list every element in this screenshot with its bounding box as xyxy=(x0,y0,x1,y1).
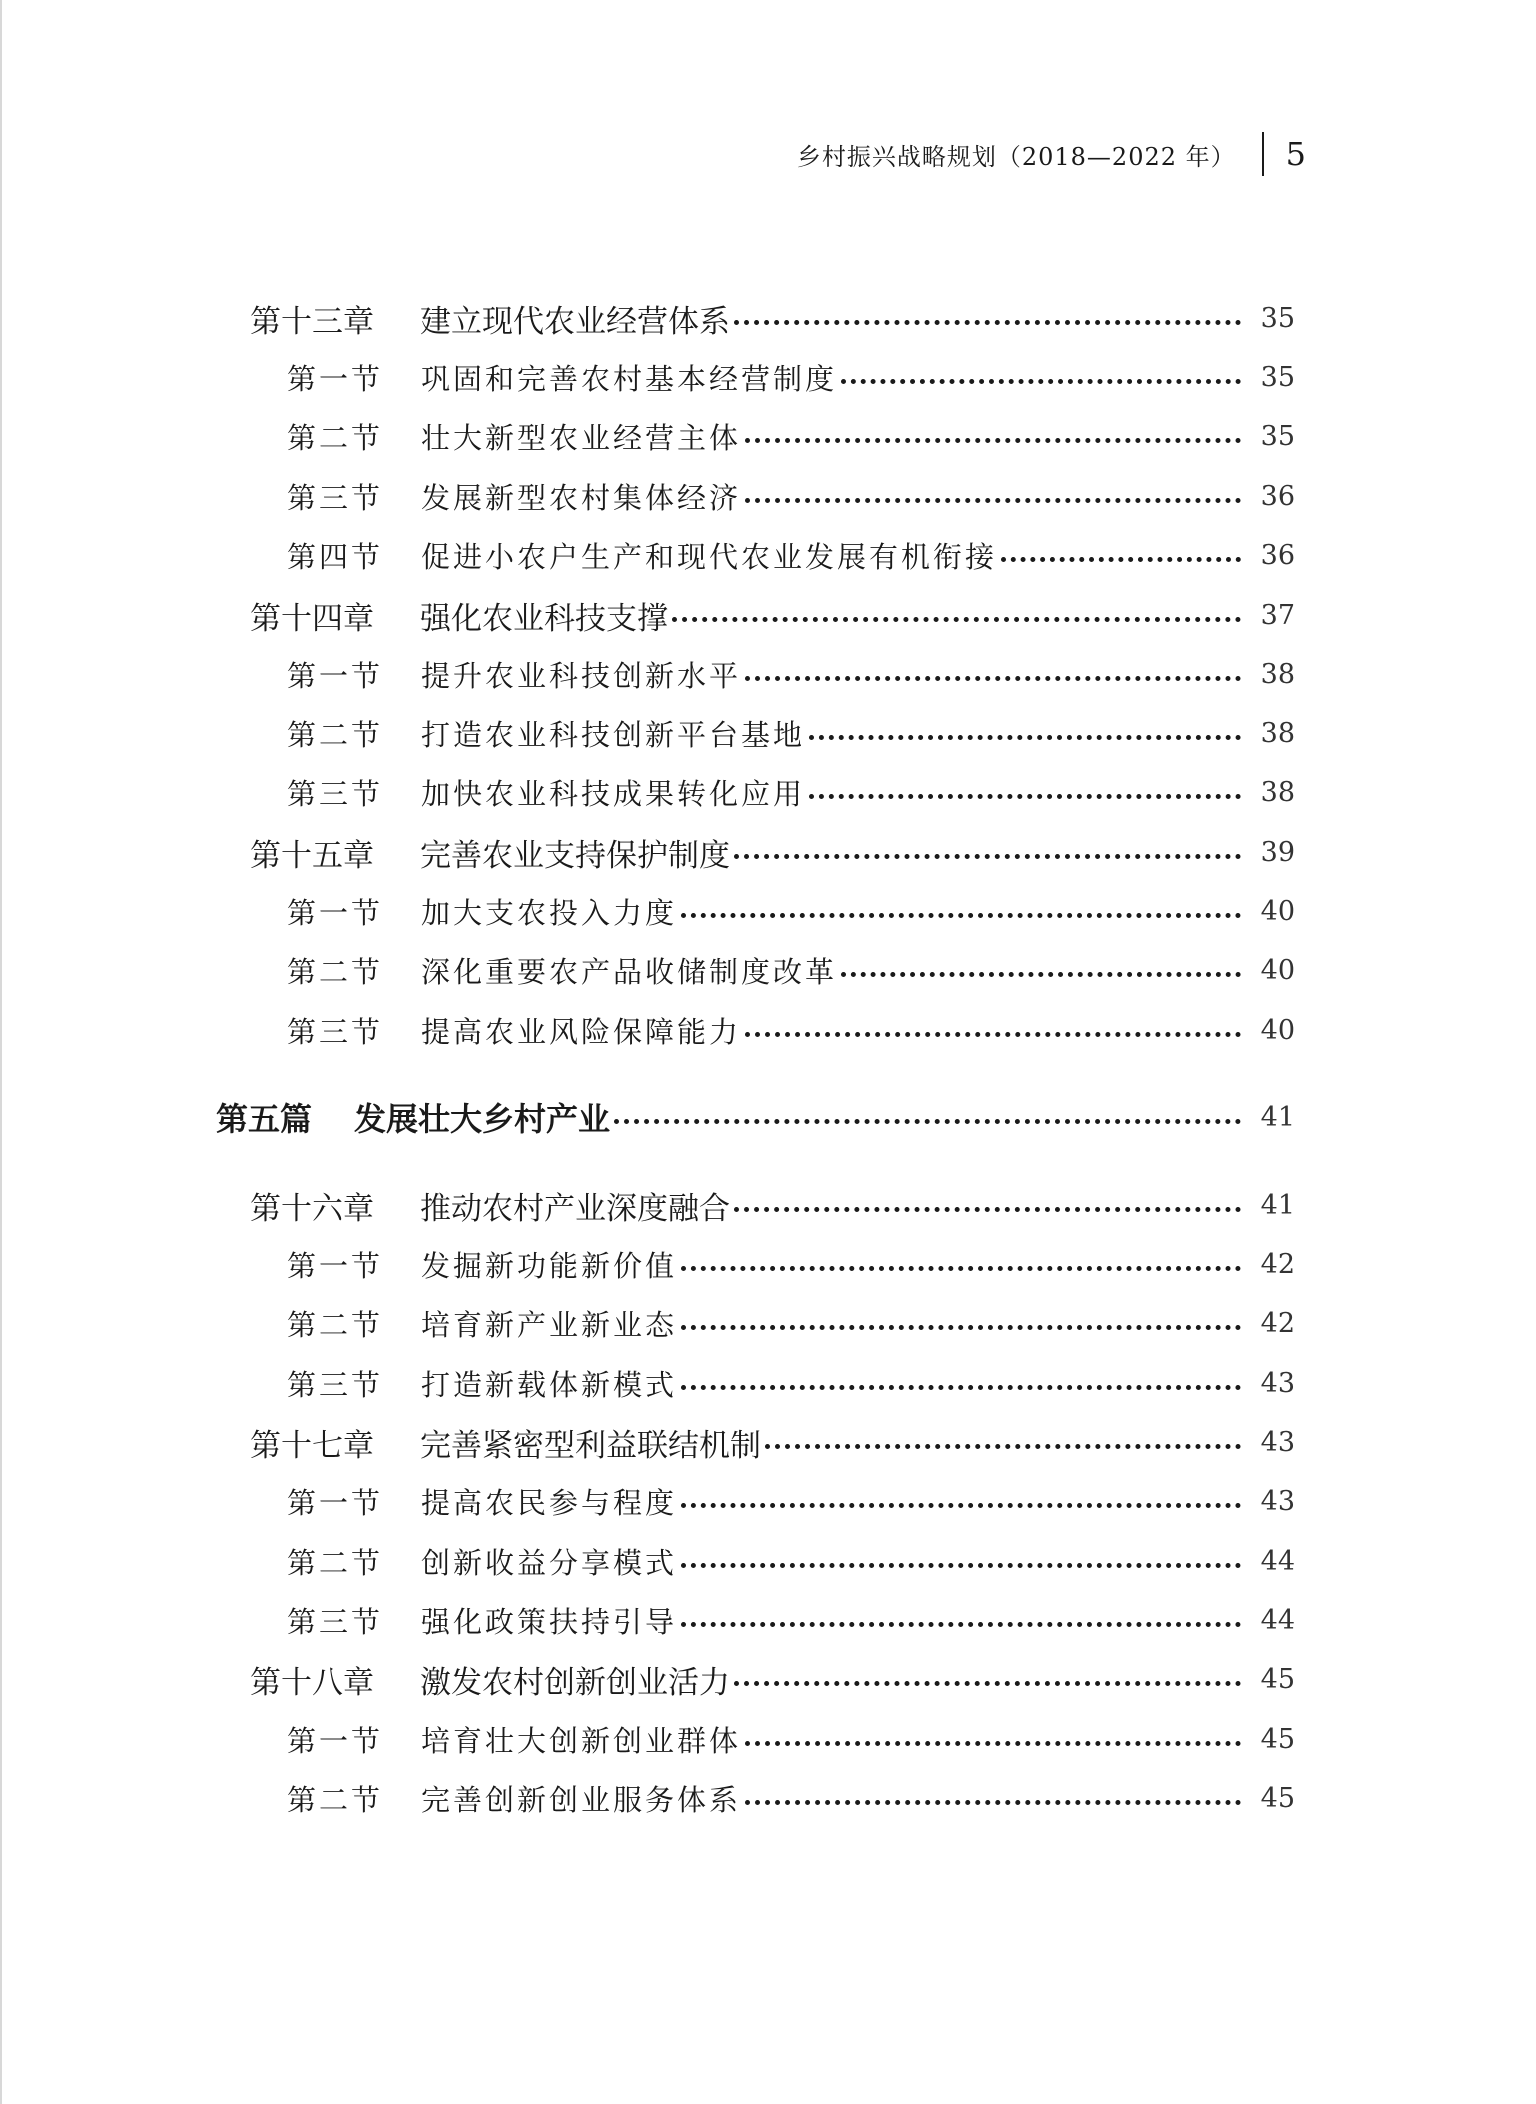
toc-entry-section[interactable] xyxy=(287,414,1295,458)
toc-entry-label: 第一节 xyxy=(287,1723,384,1758)
toc-entry-section[interactable] xyxy=(287,1008,1295,1052)
dot-leader xyxy=(681,1385,1241,1390)
toc-entry-label: 第三节 xyxy=(287,776,384,811)
toc-entry-chapter[interactable] xyxy=(250,1657,1295,1701)
toc-entry-label: 第四节 xyxy=(287,539,384,574)
toc-entry-label: 第三节 xyxy=(287,1604,384,1639)
toc-entry-label: 第三节 xyxy=(287,1367,384,1402)
toc-entry-label: 第二节 xyxy=(287,1307,384,1342)
toc-entry-label: 第一节 xyxy=(287,895,384,930)
toc-entry-title: 培育壮大创新创业群体 xyxy=(421,1723,742,1758)
toc-entry-section[interactable] xyxy=(287,889,1295,933)
toc-entry-section[interactable] xyxy=(287,1301,1295,1345)
page-number: 5 xyxy=(1285,135,1306,173)
dot-leader xyxy=(681,1266,1241,1271)
toc-entry-title: 发掘新功能新价值 xyxy=(421,1248,678,1283)
toc-entry-section[interactable] xyxy=(287,355,1295,399)
dot-leader xyxy=(745,438,1241,443)
toc-entry-page: 41 xyxy=(1260,1189,1295,1221)
dot-leader xyxy=(745,676,1241,681)
toc-entry-title: 提高农业风险保障能力 xyxy=(421,1014,742,1049)
dot-leader xyxy=(681,1503,1241,1508)
toc-entry-title: 完善农业支持保护制度 xyxy=(420,837,730,874)
toc-entry-page: 43 xyxy=(1260,1426,1295,1458)
dot-leader xyxy=(681,1325,1241,1330)
toc-entry-page: 40 xyxy=(1260,1014,1295,1046)
toc-entry-chapter[interactable] xyxy=(250,296,1295,340)
dot-leader xyxy=(809,794,1241,799)
toc-entry-page: 36 xyxy=(1260,480,1295,512)
toc-entry-label: 第二节 xyxy=(287,954,384,989)
toc-entry-label: 第十八章 xyxy=(250,1664,374,1701)
dot-leader xyxy=(745,1800,1241,1805)
toc-entry-title: 发展壮大乡村产业 xyxy=(354,1100,611,1138)
toc-entry-page: 45 xyxy=(1260,1782,1295,1814)
header-title: 乡村振兴战略规划（2018—2022 年） xyxy=(796,142,1236,171)
dot-leader xyxy=(841,379,1241,384)
toc-entry-page: 35 xyxy=(1260,420,1295,452)
toc-entry-title: 加快农业科技成果转化应用 xyxy=(421,776,806,811)
dot-leader xyxy=(841,972,1241,977)
toc-entry-section[interactable] xyxy=(287,1242,1295,1286)
toc-entry-page: 35 xyxy=(1260,361,1295,393)
toc-entry-page: 43 xyxy=(1260,1485,1295,1517)
toc-entry-label: 第二节 xyxy=(287,420,384,455)
dot-leader xyxy=(745,498,1241,503)
toc-entry-label: 第一节 xyxy=(287,658,384,693)
toc-entry-section[interactable] xyxy=(287,474,1295,518)
toc-entry-page: 36 xyxy=(1260,539,1295,571)
toc-entry-chapter[interactable] xyxy=(250,1183,1295,1227)
toc-entry-section[interactable] xyxy=(287,1598,1295,1642)
toc-entry-label: 第十七章 xyxy=(250,1427,374,1464)
toc-entry-page: 44 xyxy=(1260,1545,1295,1577)
toc-entry-title: 强化农业科技支撑 xyxy=(420,600,668,637)
toc-entry-page: 38 xyxy=(1260,717,1295,749)
toc-entry-title: 培育新产业新业态 xyxy=(421,1307,678,1342)
dot-leader xyxy=(809,735,1241,740)
toc-entry-label: 第一节 xyxy=(287,1485,384,1520)
dot-leader xyxy=(745,1032,1241,1037)
toc-entry-section[interactable] xyxy=(287,1776,1295,1820)
toc-entry-chapter[interactable] xyxy=(250,830,1295,874)
dot-leader xyxy=(734,1681,1241,1686)
toc-entry-part[interactable] xyxy=(216,1095,1295,1139)
toc-entry-title: 发展新型农村集体经济 xyxy=(421,480,742,515)
toc-entry-page: 40 xyxy=(1260,954,1295,986)
toc-entry-label: 第二节 xyxy=(287,1782,384,1817)
dot-leader xyxy=(614,1119,1241,1124)
dot-leader xyxy=(681,913,1241,918)
dot-leader xyxy=(681,1563,1241,1568)
toc-entry-section[interactable] xyxy=(287,948,1295,992)
dot-leader xyxy=(734,1207,1241,1212)
toc-entry-title: 促进小农户生产和现代农业发展有机衔接 xyxy=(421,539,998,574)
toc-entry-label: 第十六章 xyxy=(250,1190,374,1227)
toc-entry-chapter[interactable] xyxy=(250,1420,1295,1464)
toc-entry-page: 42 xyxy=(1260,1307,1295,1339)
toc-entry-label: 第二节 xyxy=(287,1545,384,1580)
toc-entry-title: 深化重要农产品收储制度改革 xyxy=(421,954,838,989)
toc-entry-section[interactable] xyxy=(287,1479,1295,1523)
toc-entry-label: 第二节 xyxy=(287,717,384,752)
toc-entry-title: 强化政策扶持引导 xyxy=(421,1604,678,1639)
toc-entry-title: 加大支农投入力度 xyxy=(421,895,678,930)
toc-entry-chapter[interactable] xyxy=(250,593,1295,637)
toc-entry-page: 42 xyxy=(1260,1248,1295,1280)
dot-leader xyxy=(672,617,1241,622)
toc-entry-page: 39 xyxy=(1260,836,1295,868)
dot-leader xyxy=(765,1444,1241,1449)
running-header xyxy=(797,132,1306,176)
toc-entry-title: 打造新载体新模式 xyxy=(421,1367,678,1402)
toc-entry-page: 35 xyxy=(1260,302,1295,334)
toc-entry-page: 38 xyxy=(1260,776,1295,808)
dot-leader xyxy=(734,320,1241,325)
toc-entry-title: 提升农业科技创新水平 xyxy=(421,658,742,693)
toc-entry-title: 建立现代农业经营体系 xyxy=(420,303,730,340)
toc-entry-title: 打造农业科技创新平台基地 xyxy=(421,717,806,752)
toc-entry-label: 第五篇 xyxy=(216,1100,313,1138)
toc-entry-title: 激发农村创新创业活力 xyxy=(420,1664,730,1701)
toc-entry-section[interactable] xyxy=(287,652,1295,696)
dot-leader xyxy=(681,1622,1241,1627)
toc-entry-label: 第一节 xyxy=(287,361,384,396)
page-edge xyxy=(0,0,2,2104)
toc-entry-label: 第三节 xyxy=(287,1014,384,1049)
dot-leader xyxy=(734,854,1241,859)
toc-entry-title: 壮大新型农业经营主体 xyxy=(421,420,742,455)
toc-entry-section[interactable] xyxy=(287,1539,1295,1583)
toc-entry-page: 45 xyxy=(1260,1723,1295,1755)
toc-entry-page: 37 xyxy=(1260,599,1295,631)
toc-entry-label: 第十三章 xyxy=(250,303,374,340)
toc-entry-section[interactable] xyxy=(287,1361,1295,1405)
toc-entry-page: 44 xyxy=(1260,1604,1295,1636)
toc-entry-section[interactable] xyxy=(287,533,1295,577)
toc-entry-label: 第一节 xyxy=(287,1248,384,1283)
toc-entry-section[interactable] xyxy=(287,770,1295,814)
toc-entry-title: 完善创新创业服务体系 xyxy=(421,1782,742,1817)
header-divider xyxy=(1262,132,1264,176)
dot-leader xyxy=(1001,557,1241,562)
toc-entry-title: 完善紧密型利益联结机制 xyxy=(420,1427,761,1464)
toc-entry-page: 40 xyxy=(1260,895,1295,927)
toc-entry-title: 推动农村产业深度融合 xyxy=(420,1190,730,1227)
toc-entry-page: 41 xyxy=(1260,1101,1295,1133)
toc-entry-section[interactable] xyxy=(287,1717,1295,1761)
toc-entry-page: 45 xyxy=(1260,1663,1295,1695)
toc-entry-title: 巩固和完善农村基本经营制度 xyxy=(421,361,838,396)
toc-entry-label: 第十四章 xyxy=(250,600,374,637)
toc-entry-page: 43 xyxy=(1260,1367,1295,1399)
toc-entry-section[interactable] xyxy=(287,711,1295,755)
toc-entry-title: 提高农民参与程度 xyxy=(421,1485,678,1520)
toc-entry-label: 第十五章 xyxy=(250,837,374,874)
toc-entry-title: 创新收益分享模式 xyxy=(421,1545,678,1580)
dot-leader xyxy=(745,1741,1241,1746)
toc-entry-label: 第三节 xyxy=(287,480,384,515)
toc-entry-page: 38 xyxy=(1260,658,1295,690)
